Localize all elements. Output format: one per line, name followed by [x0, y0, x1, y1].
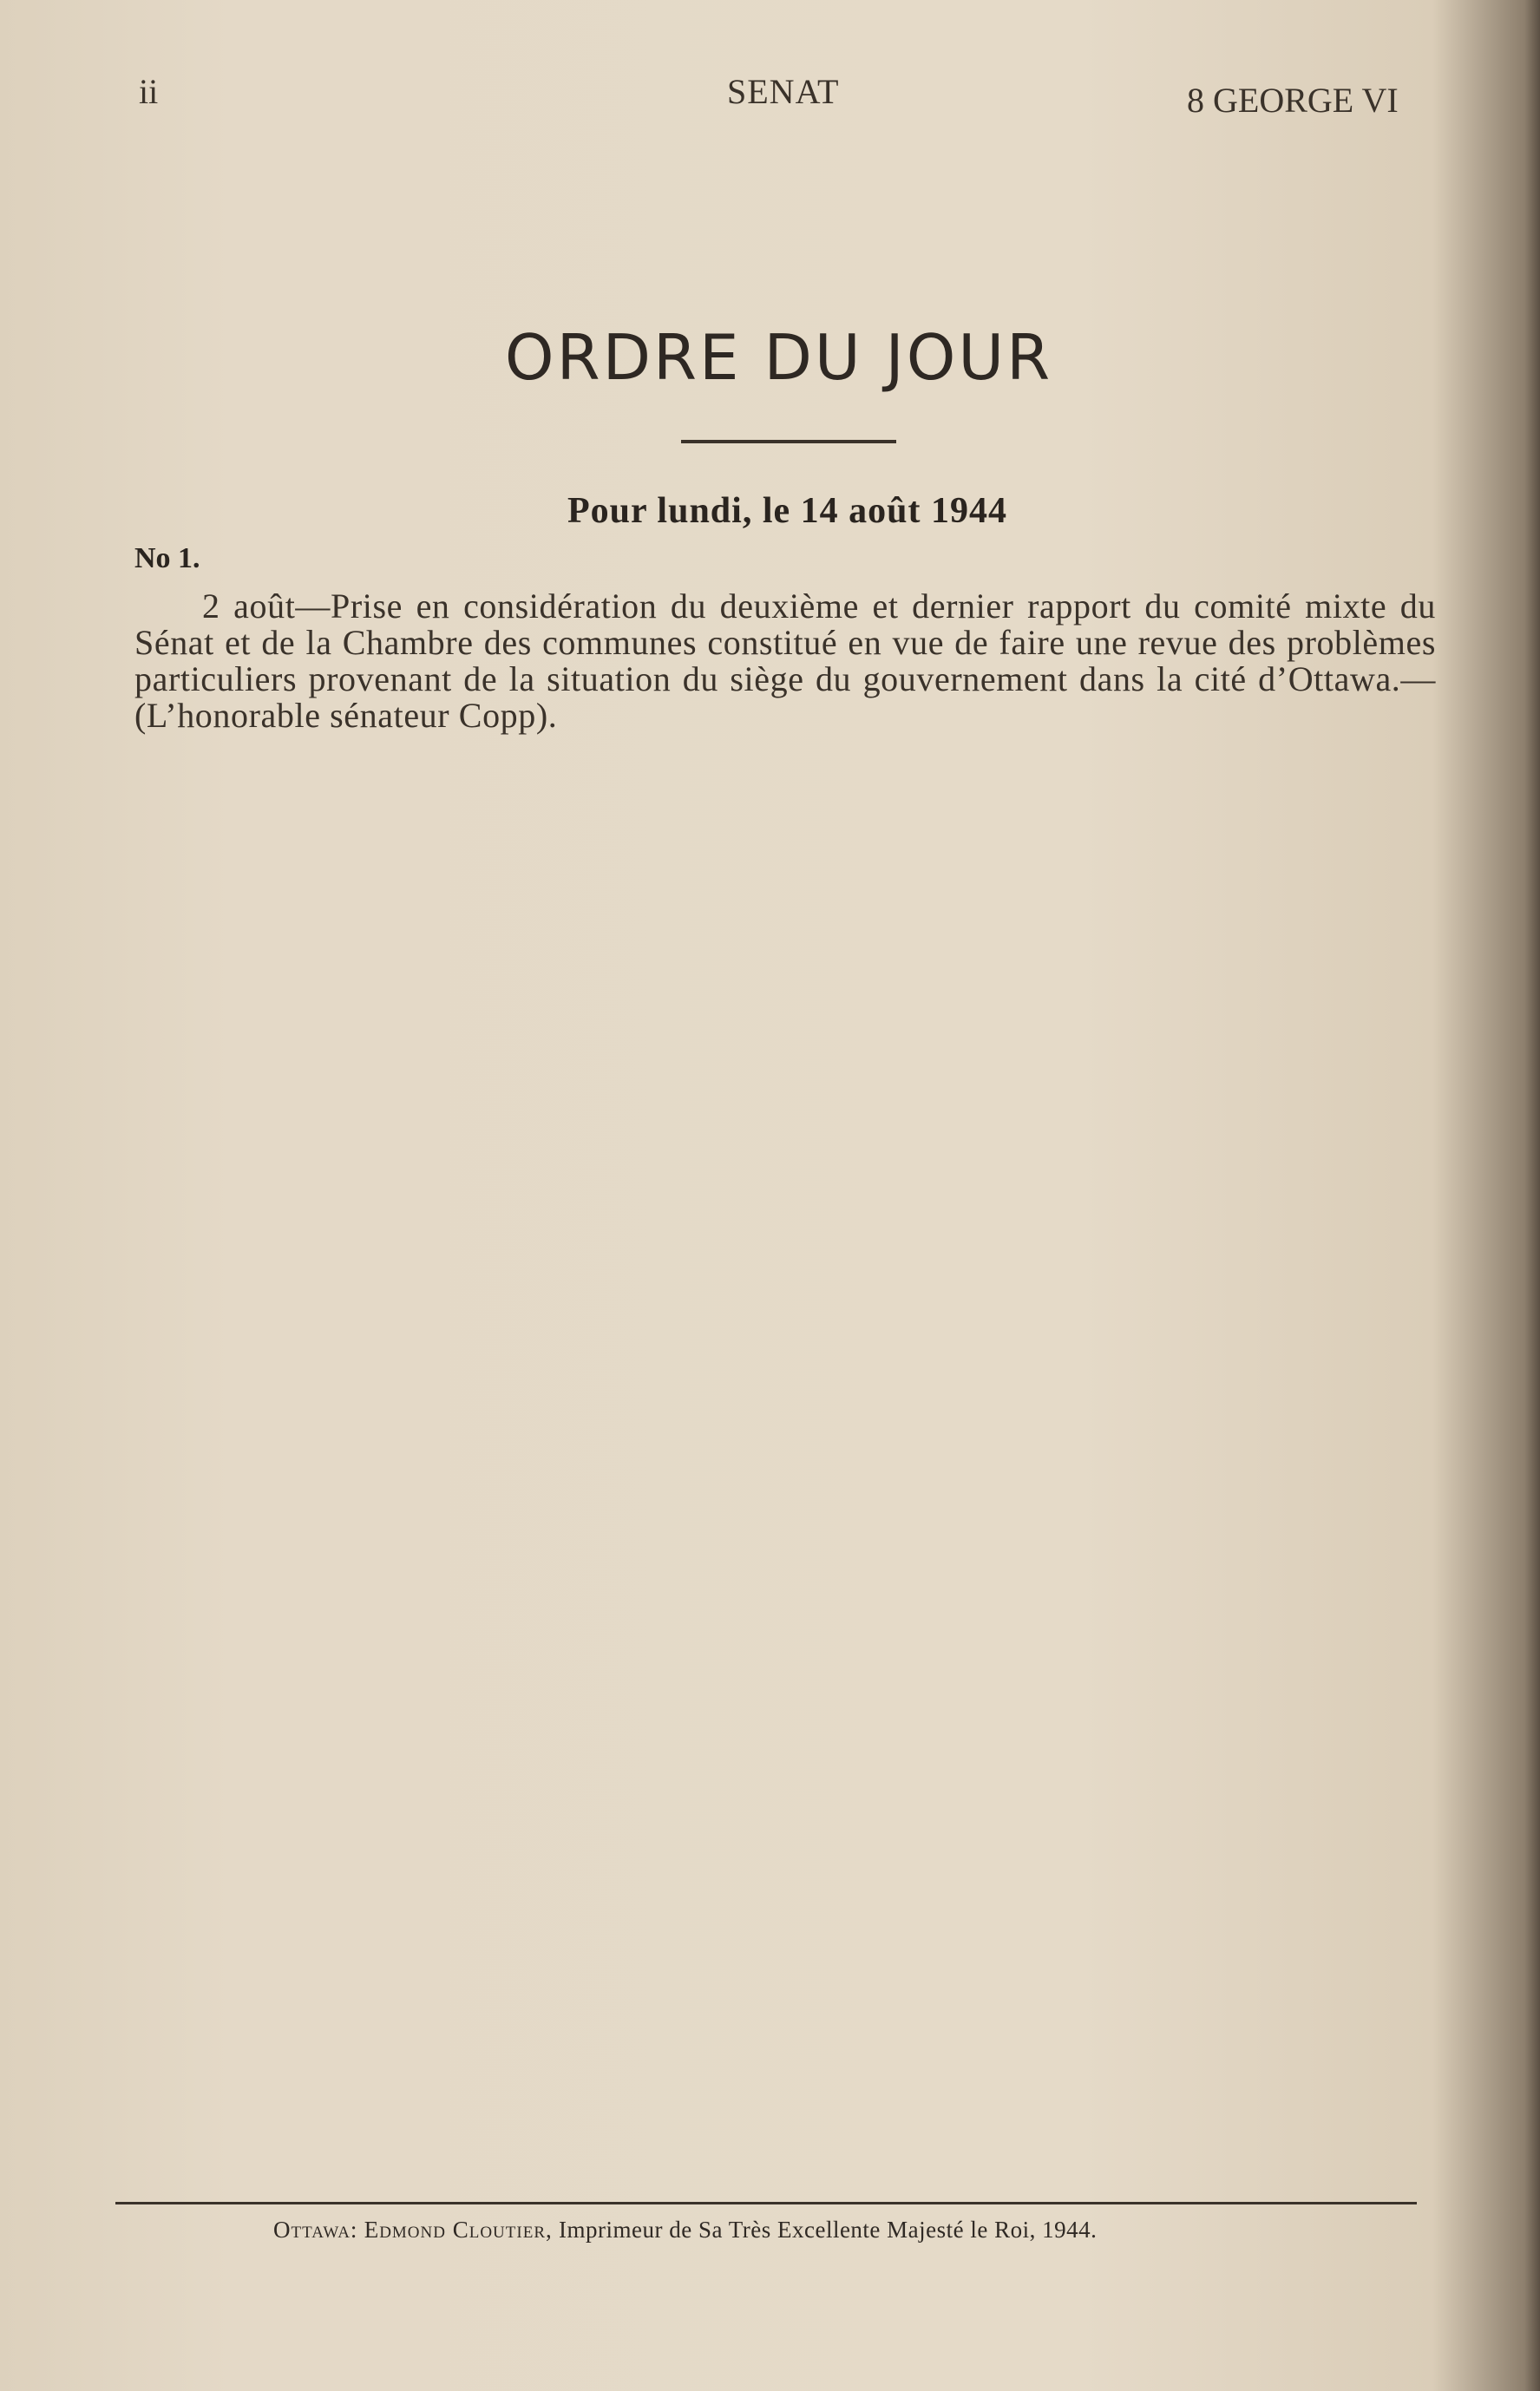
imprint-printer: Edmond Cloutier, [364, 2217, 553, 2243]
footer-rule [115, 2202, 1417, 2204]
title-rule [681, 440, 896, 443]
regnal-year: 8 GEORGE VI [1187, 81, 1399, 120]
running-head-title: SENAT [727, 72, 840, 111]
order-item-text: 2 août—Prise en considération du deuxième et dernier rapport du comité mixte du Sénat et de la Chambre des communes constitué en vue de faire une revue des problèmes particuliers provenant de la situation du siège du gouvernement dans la cité d’Ottawa.—(L’honorable sénateur Copp). [134, 586, 1436, 735]
running-head [0, 71, 1540, 123]
page-title: ORDRE DU JOUR [504, 321, 1053, 394]
imprint-rest: Imprimeur de Sa Très Excellente Majesté le Roi, 1944. [559, 2217, 1098, 2243]
order-item-number: No 1. [134, 542, 200, 574]
sitting-date: Pour lundi, le 14 août 1944 [567, 491, 1007, 531]
imprint-place: Ottawa: [273, 2217, 358, 2243]
page-folio: ii [139, 72, 159, 111]
printer-imprint [273, 2217, 1097, 2244]
